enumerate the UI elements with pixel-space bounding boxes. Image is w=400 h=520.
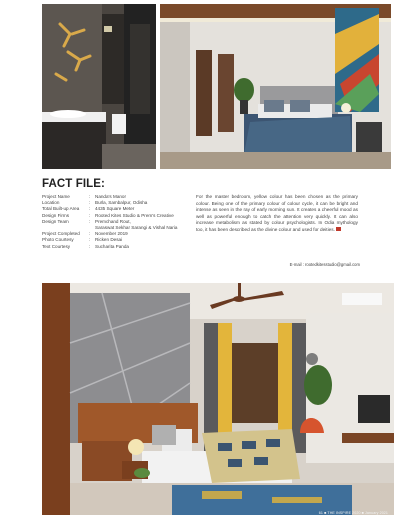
contact-email: E-mail : rootedkitesstudio@gmail.com: [289, 262, 360, 267]
fact-label: Text Courtesy: [42, 243, 71, 249]
fact-colon: :: [89, 231, 91, 237]
article-body-text: For the master bedroom, yellow colour has been chosen as the primary colour. Being one of the primary colour of colour cycle, it can be bright and intense as seen in the ray of early morning sun. It creates a cheerful mood as well as powerful enough to catch the attention very quickly. It can also increase metabolism as stated by colour psychologists. In Odia mythology too, it has been described as the divine colour and used for deities.: [196, 194, 358, 232]
fact-colon: :: [89, 194, 91, 199]
fact-value: Burla, Sambalpur, Odisha: [95, 200, 148, 206]
fact-row: [42, 244, 192, 250]
fact-label: Design Team: [42, 218, 69, 224]
fact-label: Design Firms: [42, 212, 70, 218]
fact-colon: :: [89, 206, 91, 212]
fact-label: Photo Courtesy: [42, 237, 74, 243]
fact-file-title: FACT FILE:: [42, 178, 105, 190]
fact-value: Sucharita Panda: [95, 243, 129, 249]
fact-label: Total Built-up Area: [42, 206, 80, 212]
fact-value: Saraswat Sekhar Sarangi & Vishal Naria: [95, 225, 178, 231]
fact-value: November 2019: [95, 231, 128, 237]
article-body: [196, 194, 358, 233]
fact-value: 4435 Square Meter: [95, 206, 135, 212]
bathroom-photo: [42, 4, 156, 169]
fact-value: Premchand Rout,: [95, 218, 131, 224]
page-footer: 61 ■ THE INSPIRE 2020 ■ January 2021: [318, 511, 388, 515]
fact-value: Ricken Desai: [95, 237, 123, 243]
bedroom-photo-top: [160, 4, 391, 169]
fact-value: Rooted Kites Studio & Prem's Creative: [95, 212, 174, 218]
fact-file-table: [42, 194, 192, 250]
fact-colon: :: [89, 243, 91, 249]
fact-colon: :: [89, 212, 91, 218]
fact-colon: :: [89, 218, 91, 224]
fact-label: Location: [42, 200, 60, 206]
fact-colon: :: [89, 237, 91, 243]
fact-colon: :: [89, 200, 91, 206]
fact-label: Project Completed: [42, 231, 80, 237]
bedroom-photo-bottom: [42, 283, 394, 515]
flag-icon: [336, 227, 341, 231]
fact-label: Project Name: [42, 194, 70, 199]
fact-value: Nanda's Manor: [95, 194, 127, 199]
